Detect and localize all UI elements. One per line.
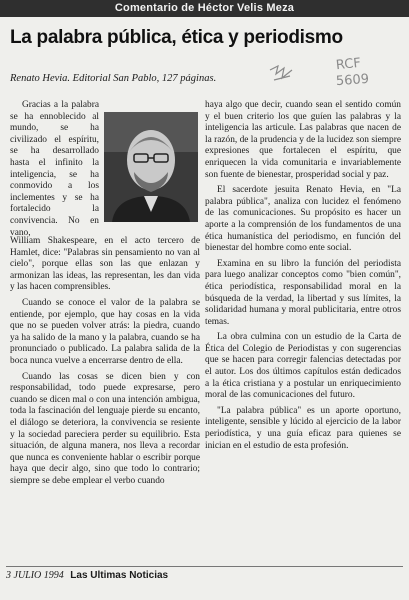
article-paragraph: haya algo que decir, cuando sean el sentido común y el buen criterio los que guíen las palabras y la inteligencia las articule. Las palabras que nacen de la razón, de la prudencia y de la lucidez son siempre expresiones que fortalecen el espíritu, que enriquecen la vida comunitaria e invariablemente son fuente de bienestar, prosperidad social y paz. [205,100,402,180]
footer-divider [6,566,403,567]
newspaper-name: Las Ultimas Noticias [70,570,169,581]
article-column-left-top [10,100,99,243]
article-column-right [205,100,401,456]
handwritten-annotation-2: 5609 [335,71,370,90]
article-paragraph: Examina en su libro la función del periodista para luego analizar conceptos como "bien común", ética periodística, responsabilidad moral en la búsqueda de la verdad, la libertad y sus límites, la solidaridad humana y moral publicitaria, entre otros temas. [205,258,401,327]
column-label: Comentario de Héctor Velis Meza [114,2,295,14]
publication-date: 3 JULIO 1994 [6,570,64,581]
column-header-bar [0,0,409,17]
article-byline: Renato Hevia. Editorial San Pablo, 127 páginas. [10,73,217,84]
article-paragraph: Cuando se conoce el valor de la palabra se entiende, por ejemplo, que hay cosas en la vida que no se pueden volver atrás: la piedra, cuando ya ha salido de la mano y la palabra, cuando se ha pronunciado o publicado. La palabra salida de la boca nunca vuelve a encerrarse dentro de ella. [10,297,200,366]
article-paragraph: El sacerdote jesuita Renato Hevia, en "La palabra pública", analiza con lucidez el fenómeno de las comunicaciones. Su propósito es hacer un aporte a la comprensión de los fundamentos de una ética humanística del periodismo, en función del bienestar del hombre como ente social. [205,185,401,254]
article-paragraph: Cuando las cosas se dicen bien y con responsabilidad, todo puede expresarse, pero cuando se dicen mal o con una intención ambigua, toda la fascinación del lenguaje pierde su encanto, el diálogo se deteriora, la convivencia se resiente y la sociedad pareciera perder su equilibrio. Esta situación, de alguna manera, nos lleva a recordar que nunca es conveniente hablar o escribir porque haya que decir algo, sino que todo lo contrario; siempre se debe emplear el verbo cuando [10,371,200,486]
article-paragraph: "La palabra pública" es un aporte oportuno, inteligente, sensible y lúcido al ejercicio de la labor periodística, y una guía eficaz para quienes se inician en el estudio de esta profesión. [205,405,401,451]
author-photo [104,112,198,222]
footer [6,570,168,582]
article-title: La palabra pública, ética y periodismo [10,27,343,48]
handwritten-annotation-1: RCF [335,55,362,74]
article-paragraph: La obra culmina con un estudio de la Carta de Ética del Colegio de Periodistas y con sugerencias que se hacen para corregir falencias detectadas por el autor. Los dos últimos capítulos están dedicados a la ética cristiana y a postular un enriquecimiento moral de las comunicaciones del futuro. [205,332,401,401]
article-paragraph: Gracias a la palabra se ha ennoblecido al mundo, se ha civilizado el espíritu, se ha desarrollado hasta el infinito la inteligencia, se ha conmovido a los inclementes y se ha fortalecido la convivencia. No en vano, [10,100,99,238]
handwritten-scribble [268,62,296,84]
article-column-left-bottom [10,236,200,491]
article-paragraph: William Shakespeare, en el acto tercero de Hamlet, dice: "Palabras sin pensamiento no van al cielo", porque ellas son las que enlazan y armonizan las ideas, las representan, les dan vida y las hacen comprensibles. [10,236,200,293]
